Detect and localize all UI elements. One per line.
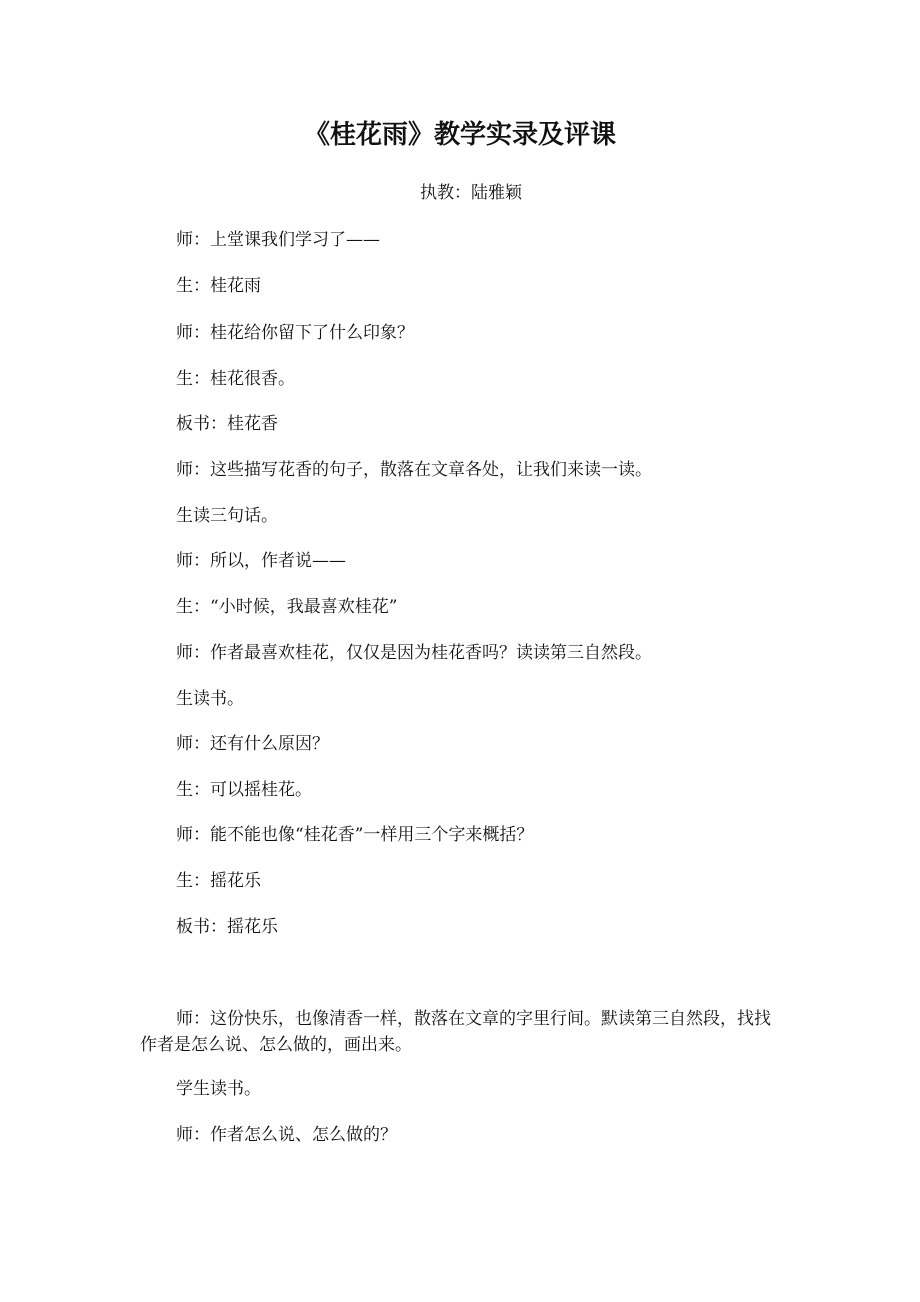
document-title: 《桂花雨》教学实录及评课 (303, 120, 616, 150)
dialogue-line: 师：所以，作者说—— (176, 551, 346, 571)
dialogue-line: 板书：摇花乐 (176, 917, 278, 937)
dialogue-line: 师：上堂课我们学习了—— (176, 230, 380, 250)
dialogue-paragraph: 师：这份快乐，也像清香一样，散落在文章的字里行间。默读第三自然段，找找作者是怎么说、怎么做的，画出来。 (140, 1009, 771, 1055)
dialogue-line: 生：桂花雨 (176, 276, 261, 296)
dialogue-line: 师：还有什么原因？ (176, 734, 329, 754)
dialogue-line: 师：这些描写花香的句子，散落在文章各处，让我们来读一读。 (176, 460, 652, 480)
dialogue-line: 师：能不能也像“桂花香”一样用三个字来概括？ (176, 825, 534, 845)
dialogue-line: 生读书。 (176, 689, 244, 709)
dialogue-line: 师：作者最喜欢桂花，仅仅是因为桂花香吗？读读第三自然段。 (176, 643, 652, 663)
dialogue-line: 生：“小时候，我最喜欢桂花” (176, 597, 398, 617)
dialogue-line: 生：可以摇桂花。 (176, 780, 312, 800)
document-byline: 执教：陆雅颖 (420, 183, 522, 203)
dialogue-line: 生：摇花乐 (176, 871, 261, 891)
dialogue-line: 师：桂花给你留下了什么印象？ (176, 323, 414, 343)
dialogue-line: 学生读书。 (176, 1079, 261, 1099)
dialogue-line: 师：作者怎么说、怎么做的？ (176, 1125, 397, 1145)
dialogue-line: 生读三句话。 (176, 506, 278, 526)
dialogue-line: 板书：桂花香 (176, 414, 278, 434)
dialogue-line: 生：桂花很香。 (176, 369, 295, 389)
